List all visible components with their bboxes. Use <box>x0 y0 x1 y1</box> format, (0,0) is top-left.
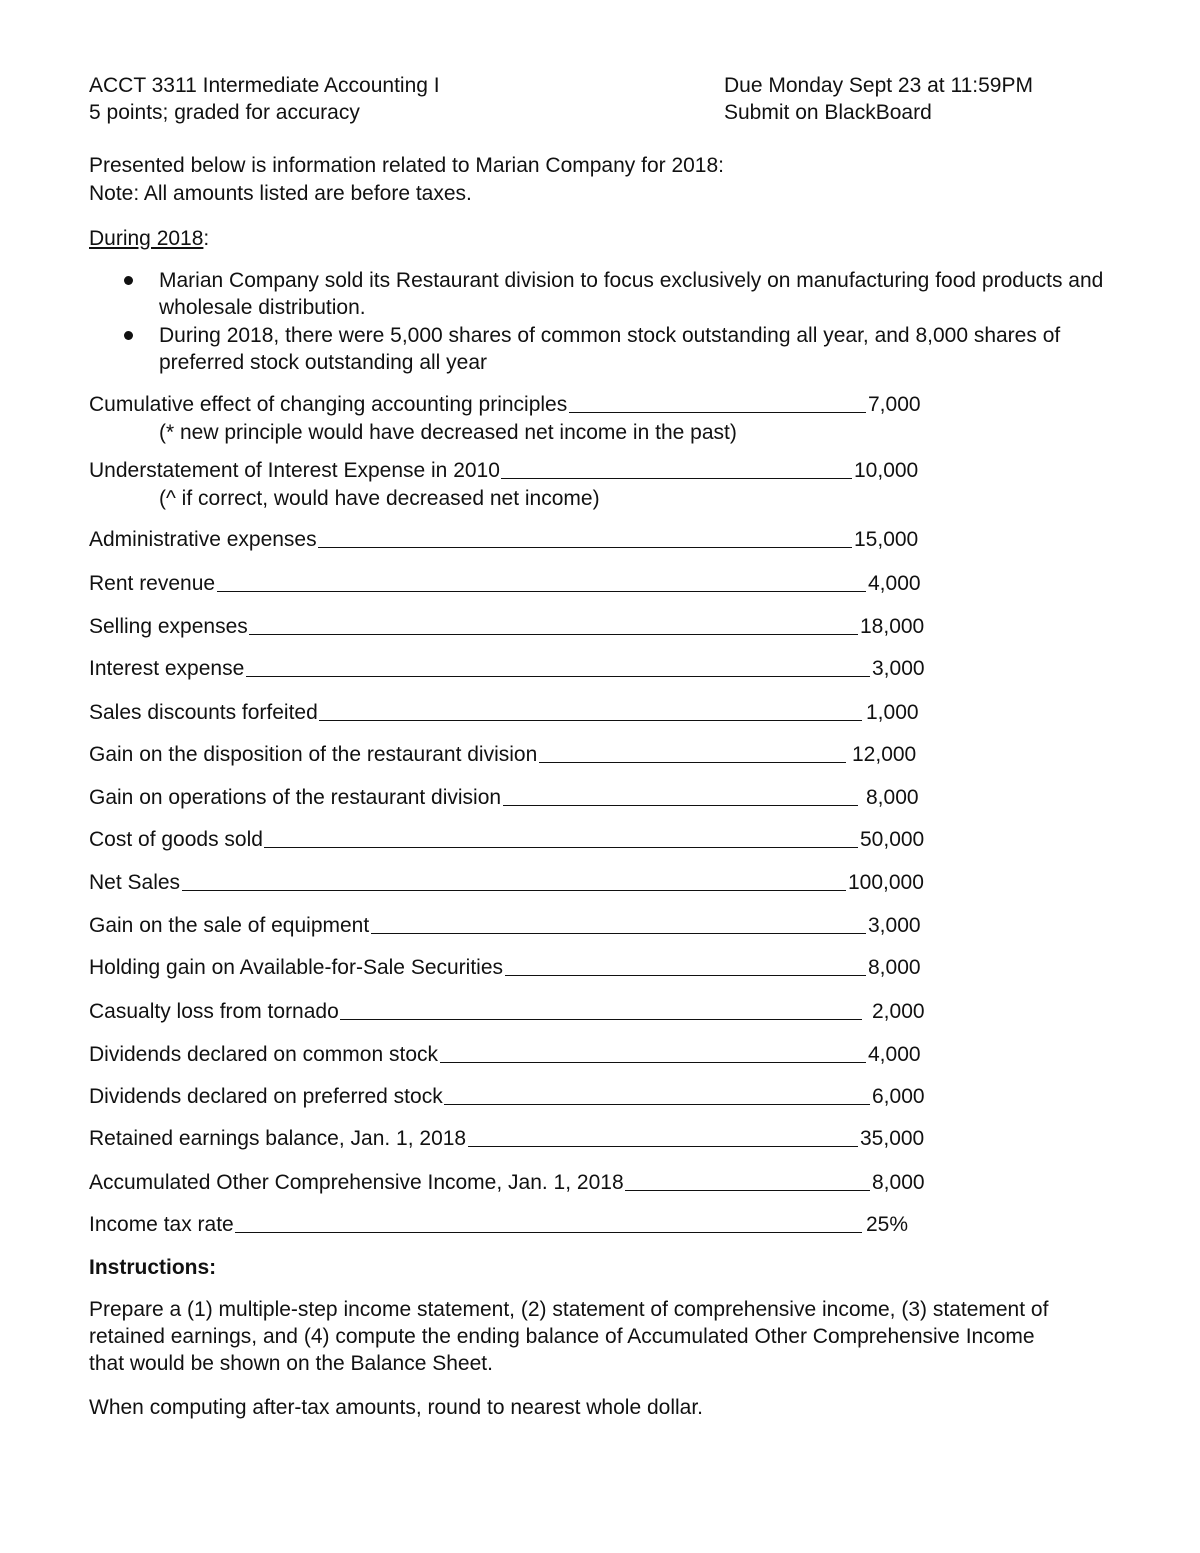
line-item <box>89 570 989 597</box>
due-date: Due Monday Sept 23 at 11:59PM <box>724 74 1033 97</box>
line-item-value: 3,000 <box>872 657 925 680</box>
bullet-icon <box>124 331 133 340</box>
line-item-value: 12,000 <box>852 743 917 766</box>
leader-line <box>501 478 852 479</box>
leader-line <box>249 634 858 635</box>
leader-line <box>217 591 866 592</box>
line-item-note: (* new principle would have decreased net income in the past) <box>159 421 737 444</box>
line-item-label: Selling expenses <box>89 615 248 638</box>
rounding-note: When computing after-tax amounts, round to nearest whole dollar. <box>89 1396 704 1419</box>
leader-line <box>468 1146 858 1147</box>
line-item <box>89 1211 989 1238</box>
points-info: 5 points; graded for accuracy <box>89 101 360 124</box>
line-item-label: Understatement of Interest Expense in 2010 <box>89 459 500 482</box>
bullet-text: During 2018, there were 5,000 shares of common stock outstanding all year, and 8,000 shares of preferred stock outstanding all year <box>159 324 1061 374</box>
line-item <box>89 826 989 853</box>
line-item-value: 4,000 <box>868 572 921 595</box>
leader-line <box>246 676 870 677</box>
line-item <box>89 1083 989 1110</box>
line-item-label: Net Sales <box>89 871 181 894</box>
line-item <box>89 391 989 418</box>
line-item-value: 8,000 <box>872 1171 925 1194</box>
during-heading-colon: : <box>203 227 210 250</box>
leader-line <box>444 1104 870 1105</box>
leader-line <box>539 762 846 763</box>
line-item-label: Cumulative effect of changing accounting principles <box>89 393 568 416</box>
during-heading-text: During 2018 <box>89 227 204 250</box>
line-item <box>89 457 989 484</box>
leader-line <box>318 547 852 548</box>
line-item <box>89 1169 989 1196</box>
instructions-heading: Instructions: <box>89 1256 217 1279</box>
line-item-label: Administrative expenses <box>89 528 317 551</box>
line-item-label: Accumulated Other Comprehensive Income, Jan. 1, 2018 <box>89 1171 624 1194</box>
line-item-label: Casualty loss from tornado <box>89 1000 339 1023</box>
line-item-value: 3,000 <box>868 914 921 937</box>
line-item-value: 7,000 <box>868 393 921 416</box>
line-item-label: Dividends declared on preferred stock <box>89 1085 443 1108</box>
bullet-text: Marian Company sold its Restaurant division to focus exclusively on manufacturing food products and wholesale distribution. <box>159 269 1104 319</box>
line-item-value: 8,000 <box>868 956 921 979</box>
line-item <box>89 699 989 726</box>
leader-line <box>503 805 858 806</box>
line-item <box>89 526 989 553</box>
line-item-value: 1,000 <box>866 701 919 724</box>
leader-line <box>264 847 858 848</box>
leader-line <box>340 1019 862 1020</box>
line-item-value: 18,000 <box>860 615 925 638</box>
line-item-value: 100,000 <box>848 871 924 894</box>
line-item-label: Dividends declared on common stock <box>89 1043 439 1066</box>
submit-info: Submit on BlackBoard <box>724 101 932 124</box>
line-item-value: 6,000 <box>872 1085 925 1108</box>
course-title: ACCT 3311 Intermediate Accounting I <box>89 74 440 97</box>
line-item-label: Holding gain on Available-for-Sale Securities <box>89 956 504 979</box>
line-item <box>89 1125 989 1152</box>
line-item-label: Gain on operations of the restaurant division <box>89 786 502 809</box>
line-item-label: Interest expense <box>89 657 245 680</box>
line-item <box>89 613 989 640</box>
instructions-paragraph: Prepare a (1) multiple-step income statement, (2) statement of comprehensive income, (3) statement of retained earnings, and (4) compute the ending balance of Accumulated Other Comprehensive Income that would be shown on the Balance Sheet. <box>89 1298 1049 1375</box>
line-item-label: Rent revenue <box>89 572 216 595</box>
line-item <box>89 1041 989 1068</box>
line-item-value: 10,000 <box>854 459 919 482</box>
line-item-label: Cost of goods sold <box>89 828 263 851</box>
line-item-label: Gain on the disposition of the restaurant division <box>89 743 538 766</box>
line-item <box>89 869 989 896</box>
line-item <box>89 741 989 768</box>
line-item-label: Retained earnings balance, Jan. 1, 2018 <box>89 1127 467 1150</box>
line-item <box>89 912 989 939</box>
line-item-label: Income tax rate <box>89 1213 234 1236</box>
tax-note: Note: All amounts listed are before taxes. <box>89 182 472 205</box>
line-item <box>89 655 989 682</box>
line-item-label: Gain on the sale of equipment <box>89 914 370 937</box>
line-item-value: 15,000 <box>854 528 919 551</box>
line-item-value: 2,000 <box>872 1000 925 1023</box>
line-item-value: 25% <box>866 1213 909 1236</box>
during-heading <box>89 225 209 252</box>
leader-line <box>569 412 866 413</box>
leader-line <box>440 1062 866 1063</box>
line-item <box>89 954 989 981</box>
line-item-label: Sales discounts forfeited <box>89 701 318 724</box>
line-item <box>89 998 989 1025</box>
leader-line <box>235 1232 862 1233</box>
bullet-icon <box>124 276 133 285</box>
line-item <box>89 784 989 811</box>
line-item-value: 4,000 <box>868 1043 921 1066</box>
line-item-value: 50,000 <box>860 828 925 851</box>
intro-line: Presented below is information related to Marian Company for 2018: <box>89 154 725 177</box>
leader-line <box>505 975 866 976</box>
leader-line <box>625 1190 870 1191</box>
leader-line <box>182 890 846 891</box>
line-item-note: (^ if correct, would have decreased net income) <box>159 487 600 510</box>
leader-line <box>371 933 866 934</box>
leader-line <box>319 720 862 721</box>
line-item-value: 8,000 <box>866 786 919 809</box>
line-item-value: 35,000 <box>860 1127 925 1150</box>
